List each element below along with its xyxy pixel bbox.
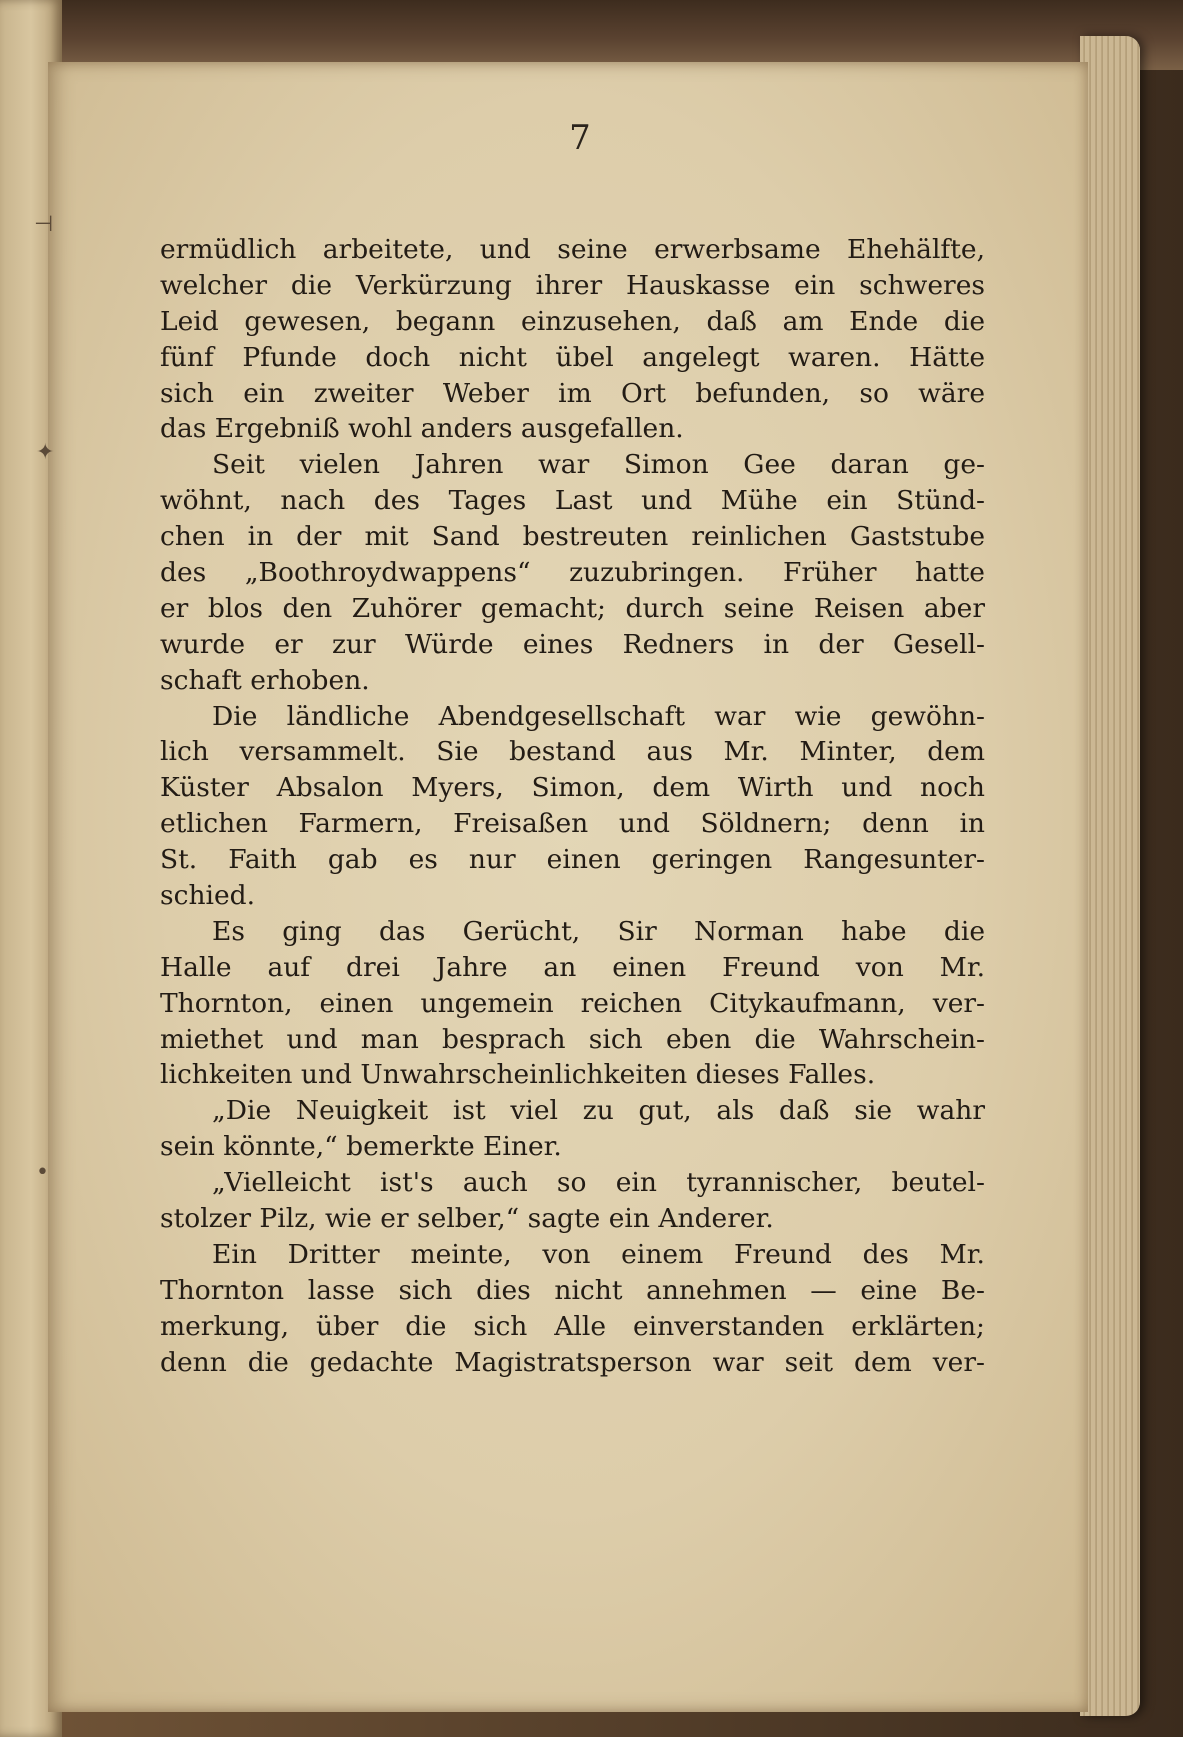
book-cover-top: [0, 0, 1183, 70]
text-line: Halle auf drei Jahre an einen Freund von Mr.: [160, 951, 985, 983]
text-line: „Vielleicht ist's auch so ein tyrannischer, beutel-: [212, 1167, 985, 1199]
text-line: des „Boothroydwappens“ zuzubringen. Früher hatte: [160, 557, 985, 589]
text-line: „Die Neuigkeit ist viel zu gut, als daß sie wahr: [212, 1095, 985, 1127]
binding-mark-icon: ⊣: [34, 212, 54, 237]
text-line: Die ländliche Abendgesellschaft war wie gewöhn-: [212, 700, 985, 732]
text-line: Thornton lasse sich dies nicht annehmen — eine Be-: [160, 1274, 985, 1306]
text-line: miethet und man besprach sich eben die Wahrschein-: [160, 1023, 985, 1055]
text-line: wöhnt, nach des Tages Last und Mühe ein Stünd-: [160, 485, 985, 517]
text-line: welcher die Verkürzung ihrer Hauskasse ein schweres: [160, 269, 985, 301]
text-line: schaft erhoben.: [160, 664, 370, 696]
text-line: sich ein zweiter Weber im Ort befunden, so wäre: [160, 377, 985, 409]
text-line: er blos den Zuhörer gemacht; durch seine Reisen aber: [160, 592, 985, 624]
text-line: St. Faith gab es nur einen geringen Rangesunter-: [160, 844, 985, 876]
text-line: etlichen Farmern, Freisaßen und Söldnern; denn in: [160, 808, 985, 840]
text-line: das Ergebniß wohl anders ausgefallen.: [160, 413, 684, 445]
text-line: lich versammelt. Sie bestand aus Mr. Minter, dem: [160, 736, 985, 768]
binding-mark-icon: ✦: [36, 440, 55, 465]
text-line: wurde er zur Würde eines Redners in der Gesell-: [160, 628, 985, 660]
page-edges: [1080, 36, 1140, 1716]
text-line: schied.: [160, 880, 256, 912]
text-line: Thornton, einen ungemein reichen Citykaufmann, ver-: [160, 987, 985, 1019]
text-line: stolzer Pilz, wie er selber,“ sagte ein Anderer.: [160, 1203, 774, 1235]
text-line: chen in der mit Sand bestreuten reinlichen Gaststube: [160, 521, 985, 553]
body-text: [160, 232, 985, 1381]
text-line: Es ging das Gerücht, Sir Norman habe die: [212, 915, 985, 947]
binding-mark-icon: •: [36, 1160, 49, 1185]
text-line: fünf Pfunde doch nicht übel angelegt waren. Hätte: [160, 341, 985, 373]
text-line: ermüdlich arbeitete, und seine erwerbsame Ehehälfte,: [160, 234, 985, 265]
text-line: Küster Absalon Myers, Simon, dem Wirth und noch: [160, 772, 985, 804]
text-line: lichkeiten und Unwahrscheinlichkeiten dieses Falles.: [160, 1059, 876, 1091]
text-line: merkung, über die sich Alle einverstanden erklärten;: [160, 1310, 985, 1342]
text-line: denn die gedachte Magistratsperson war seit dem ver-: [160, 1346, 985, 1378]
text-line: sein könnte,“ bemerkte Einer.: [160, 1131, 562, 1163]
page-number: 7: [569, 118, 591, 158]
text-line: Leid gewesen, begann einzusehen, daß am Ende die: [160, 305, 985, 337]
text-line: Ein Dritter meinte, von einem Freund des Mr.: [212, 1238, 985, 1270]
text-line: Seit vielen Jahren war Simon Gee daran ge-: [212, 449, 985, 481]
